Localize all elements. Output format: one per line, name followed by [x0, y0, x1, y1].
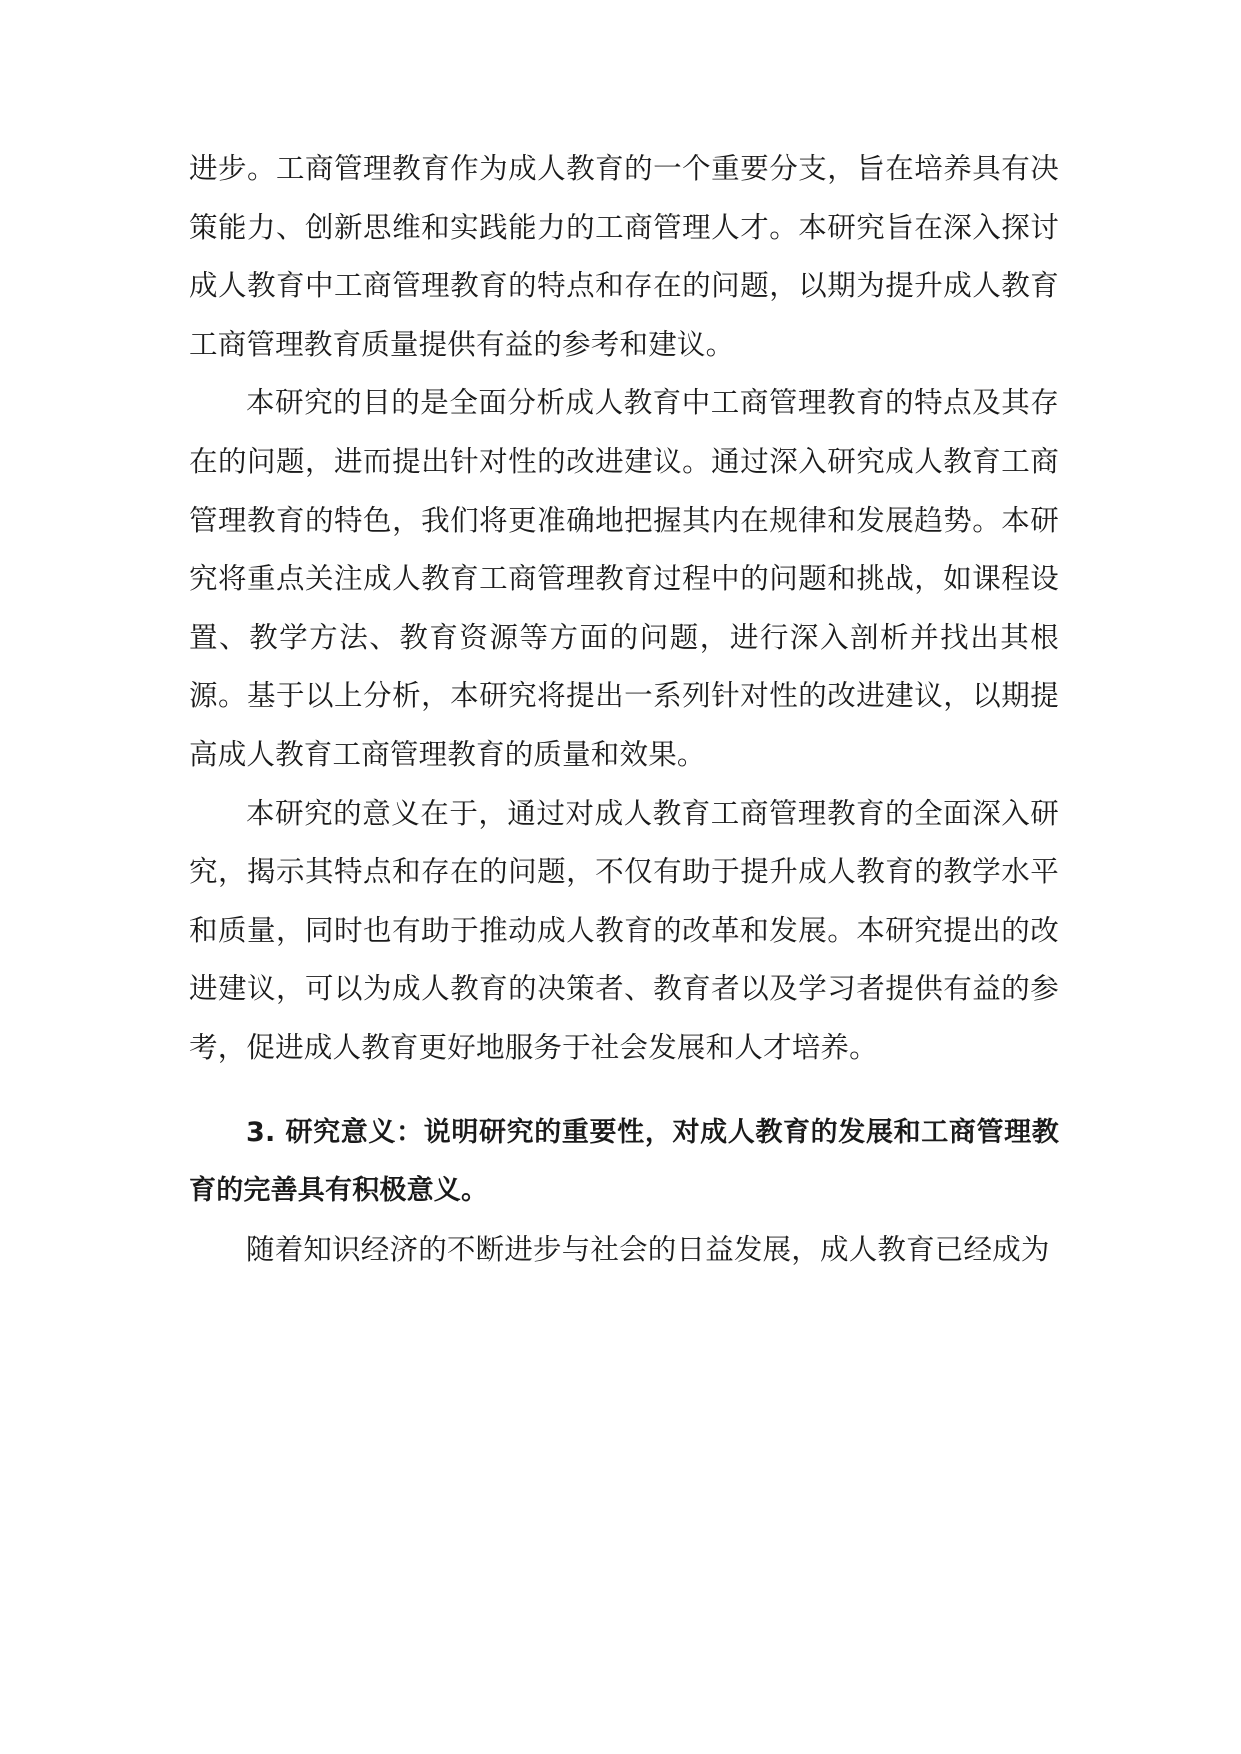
- paragraph-research-purpose: 本研究的目的是全面分析成人教育中工商管理教育的特点及其存在的问题，进而提出针对性的改进建议。通过深入研究成人教育工商管理教育的特色，我们将更准确地把握其内在规律和发展趋势。本研究将重点关注成人教育工商管理教育过程中的问题和挑战，如课程设置、教学方法、教育资源等方面的问题，进行深入剖析并找出其根源。基于以上分析，本研究将提出一系列针对性的改进建议，以期提高成人教育工商管理教育的质量和效果。: [189, 386, 1059, 771]
- paragraph-continuation: 进步。工商管理教育作为成人教育的一个重要分支，旨在培养具有决策能力、创新思维和实践能力的工商管理人才。本研究旨在深入探讨成人教育中工商管理教育的特点和存在的问题，以期为提升成人教育工商管理教育质量提供有益的参考和建议。: [189, 152, 1059, 361]
- paragraph-research-significance: 本研究的意义在于，通过对成人教育工商管理教育的全面深入研究，揭示其特点和存在的问题，不仅有助于提升成人教育的教学水平和质量，同时也有助于推动成人教育的改革和发展。本研究提出的改进建议，可以为成人教育的决策者、教育者以及学习者提供有益的参考，促进成人教育更好地服务于社会发展和人才培养。: [189, 796, 1059, 1064]
- paragraph-intro: 随着知识经济的不断进步与社会的日益发展，成人教育已经成为: [246, 1232, 1050, 1266]
- section-heading: 3. 研究意义：说明研究的重要性，对成人教育的发展和工商管理教育的完善具有积极意义。: [189, 1116, 1059, 1207]
- body-text: [189, 140, 1059, 1279]
